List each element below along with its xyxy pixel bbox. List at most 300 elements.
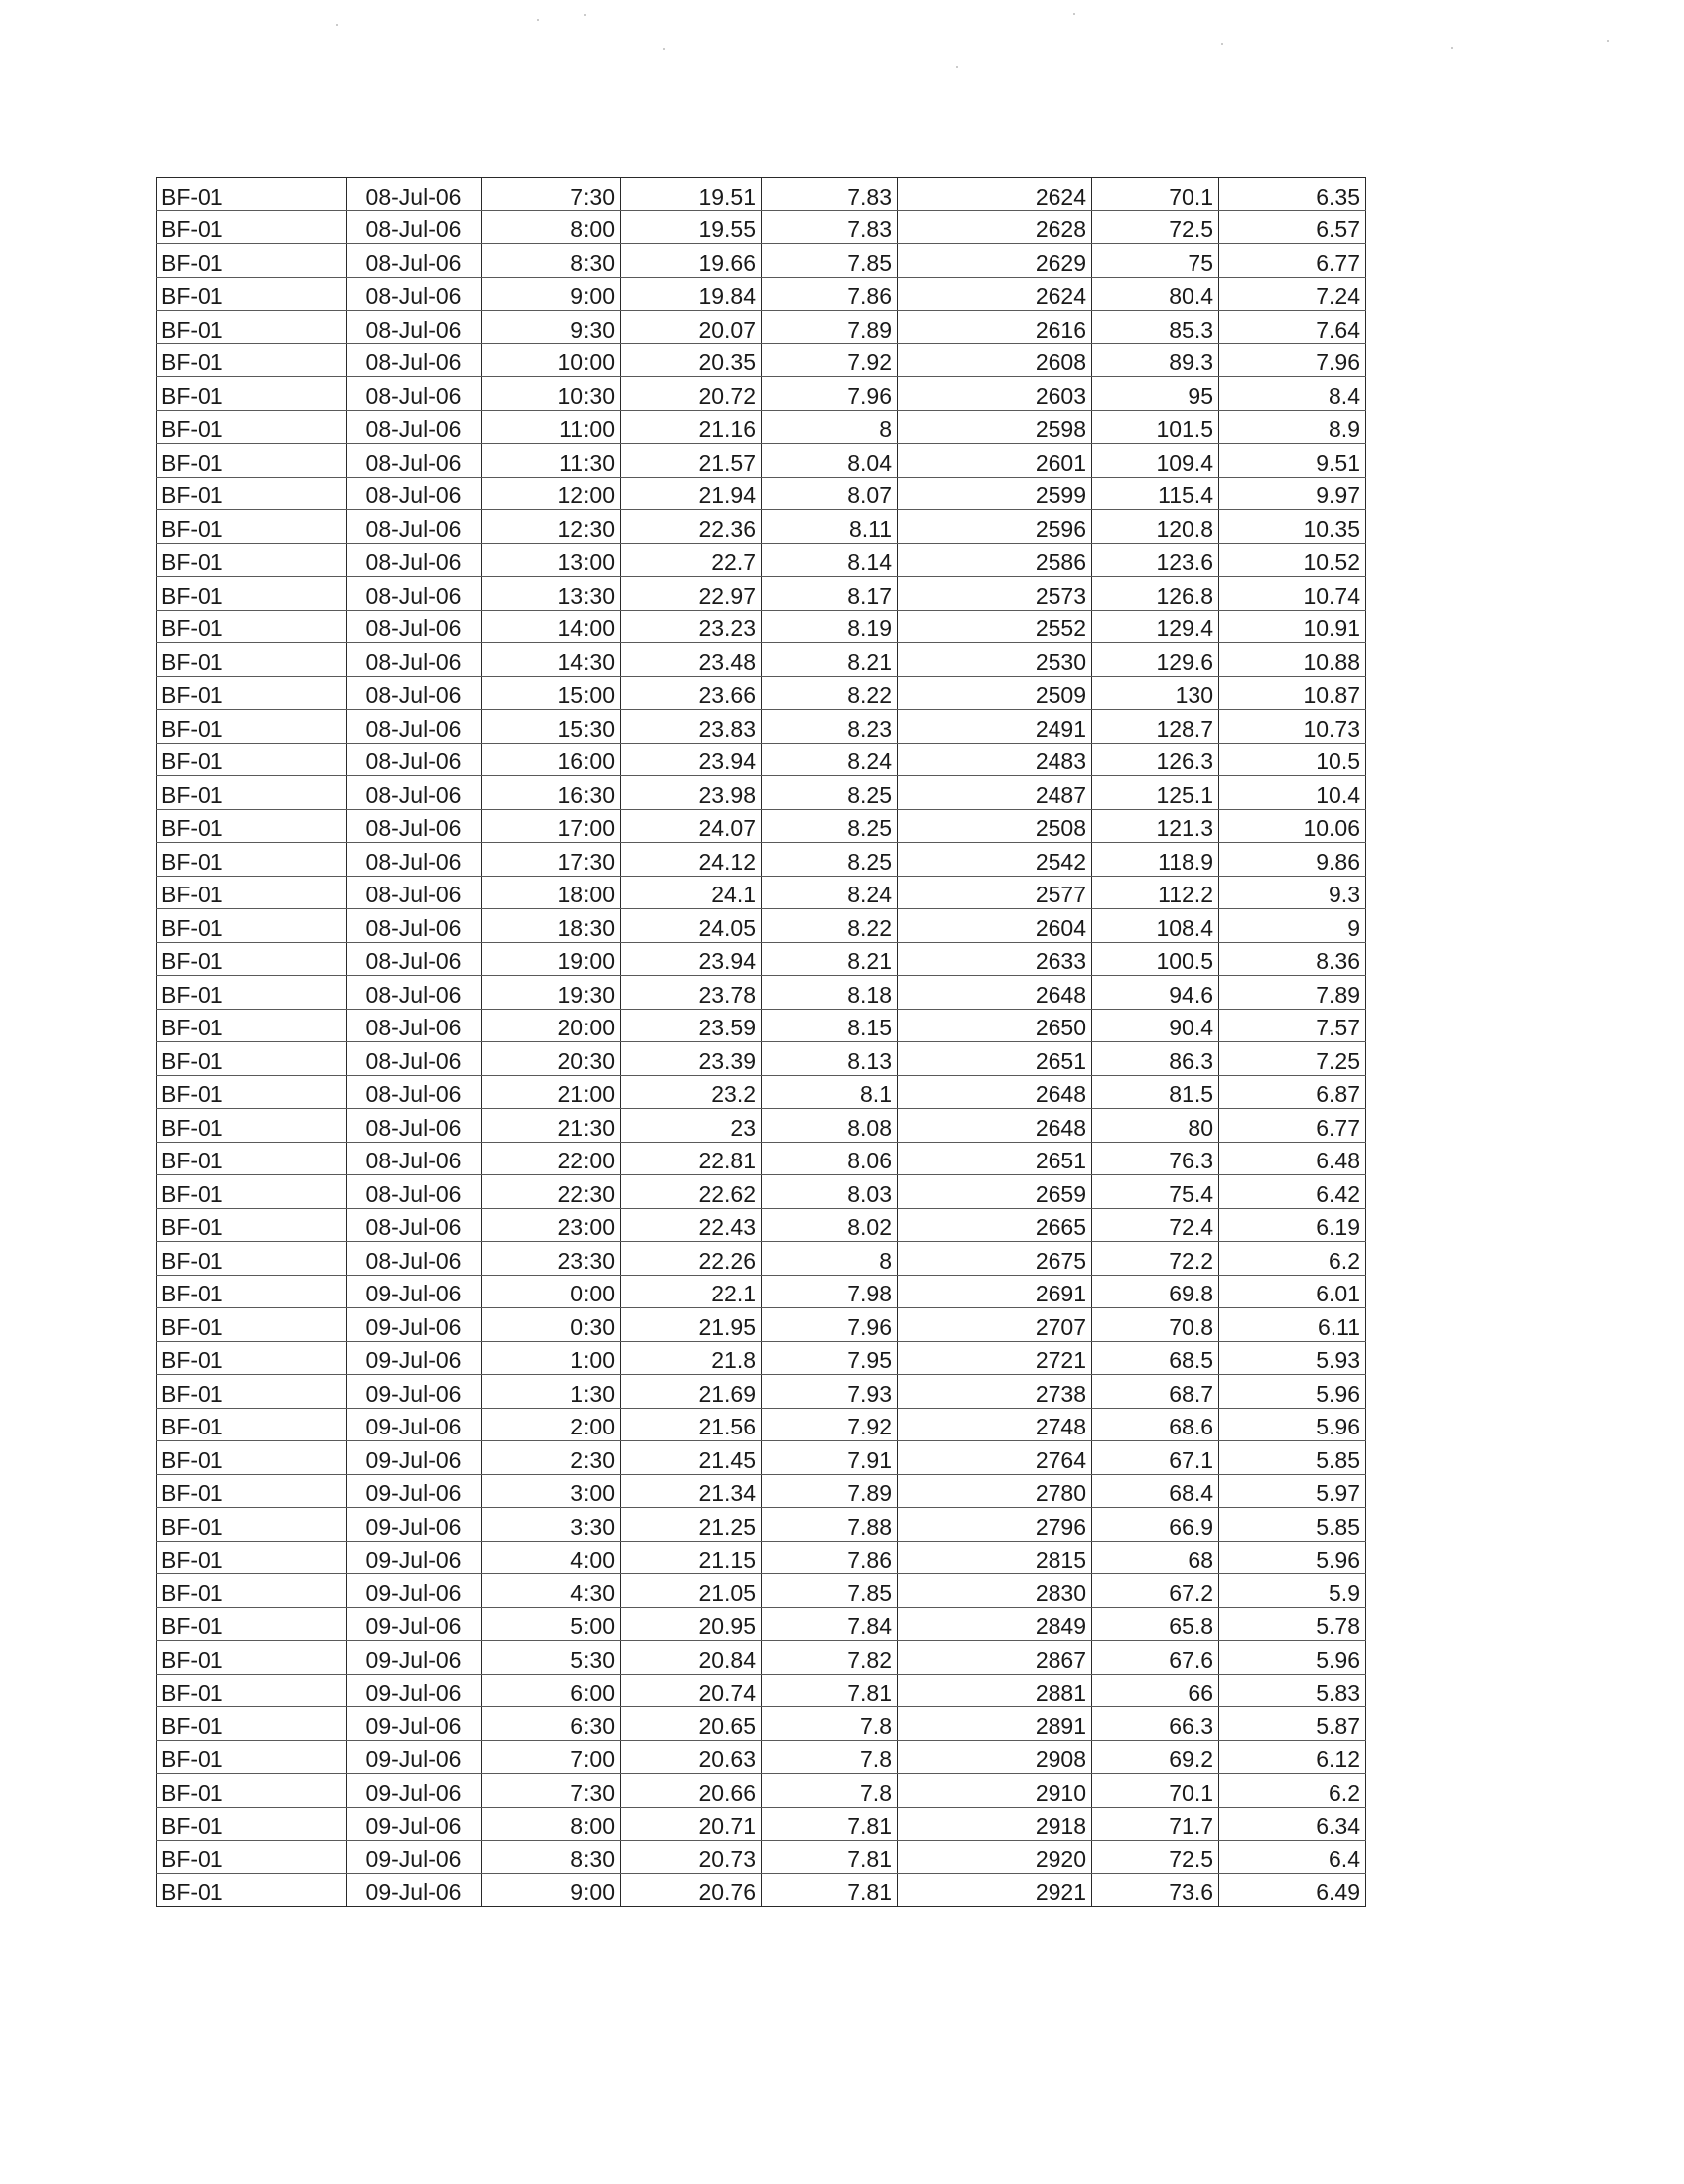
value-2-cell: 8.21 bbox=[762, 643, 898, 677]
value-1-cell: 20.07 bbox=[621, 311, 762, 344]
value-2-cell: 7.85 bbox=[762, 244, 898, 278]
date-cell: 08-Jul-06 bbox=[347, 643, 482, 677]
value-5-cell: 7.57 bbox=[1219, 1009, 1366, 1042]
value-3-cell: 2867 bbox=[898, 1641, 1092, 1675]
table-row bbox=[157, 1674, 1366, 1707]
value-1-cell: 21.45 bbox=[621, 1441, 762, 1475]
date-cell: 08-Jul-06 bbox=[347, 710, 482, 744]
value-3-cell: 2920 bbox=[898, 1841, 1092, 1874]
value-4-cell: 94.6 bbox=[1092, 976, 1219, 1010]
table-row bbox=[157, 710, 1366, 744]
value-2-cell: 8.23 bbox=[762, 710, 898, 744]
date-cell: 09-Jul-06 bbox=[347, 1674, 482, 1707]
value-4-cell: 66.9 bbox=[1092, 1508, 1219, 1542]
time-cell: 9:00 bbox=[482, 277, 621, 311]
site-id-cell: BF-01 bbox=[157, 1075, 347, 1109]
value-3-cell: 2491 bbox=[898, 710, 1092, 744]
site-id-cell: BF-01 bbox=[157, 843, 347, 877]
table-row bbox=[157, 1109, 1366, 1143]
value-2-cell: 8 bbox=[762, 1242, 898, 1276]
site-id-cell: BF-01 bbox=[157, 976, 347, 1010]
table-row bbox=[157, 1807, 1366, 1841]
value-4-cell: 80.4 bbox=[1092, 277, 1219, 311]
time-cell: 22:30 bbox=[482, 1175, 621, 1209]
time-cell: 10:30 bbox=[482, 377, 621, 411]
date-cell: 09-Jul-06 bbox=[347, 1707, 482, 1741]
table-row bbox=[157, 577, 1366, 611]
value-1-cell: 23.39 bbox=[621, 1042, 762, 1076]
time-cell: 7:30 bbox=[482, 178, 621, 211]
time-cell: 2:00 bbox=[482, 1408, 621, 1441]
date-cell: 08-Jul-06 bbox=[347, 178, 482, 211]
date-cell: 09-Jul-06 bbox=[347, 1807, 482, 1841]
value-1-cell: 19.51 bbox=[621, 178, 762, 211]
date-cell: 08-Jul-06 bbox=[347, 477, 482, 510]
site-id-cell: BF-01 bbox=[157, 942, 347, 976]
value-1-cell: 23.83 bbox=[621, 710, 762, 744]
value-3-cell: 2483 bbox=[898, 743, 1092, 776]
site-id-cell: BF-01 bbox=[157, 410, 347, 444]
value-1-cell: 23.23 bbox=[621, 610, 762, 643]
value-4-cell: 109.4 bbox=[1092, 444, 1219, 478]
time-cell: 1:00 bbox=[482, 1341, 621, 1375]
time-cell: 15:30 bbox=[482, 710, 621, 744]
value-5-cell: 10.88 bbox=[1219, 643, 1366, 677]
site-id-cell: BF-01 bbox=[157, 1674, 347, 1707]
value-1-cell: 19.55 bbox=[621, 210, 762, 244]
value-2-cell: 7.83 bbox=[762, 210, 898, 244]
site-id-cell: BF-01 bbox=[157, 1508, 347, 1542]
table-row bbox=[157, 909, 1366, 943]
value-2-cell: 8.19 bbox=[762, 610, 898, 643]
site-id-cell: BF-01 bbox=[157, 510, 347, 544]
value-5-cell: 7.24 bbox=[1219, 277, 1366, 311]
site-id-cell: BF-01 bbox=[157, 1275, 347, 1308]
value-5-cell: 9 bbox=[1219, 909, 1366, 943]
date-cell: 08-Jul-06 bbox=[347, 210, 482, 244]
value-1-cell: 23.2 bbox=[621, 1075, 762, 1109]
time-cell: 9:00 bbox=[482, 1873, 621, 1907]
value-5-cell: 7.89 bbox=[1219, 976, 1366, 1010]
value-1-cell: 23.98 bbox=[621, 776, 762, 810]
site-id-cell: BF-01 bbox=[157, 809, 347, 843]
time-cell: 7:00 bbox=[482, 1740, 621, 1774]
table-row bbox=[157, 676, 1366, 710]
date-cell: 08-Jul-06 bbox=[347, 1175, 482, 1209]
value-4-cell: 125.1 bbox=[1092, 776, 1219, 810]
table-row bbox=[157, 1208, 1366, 1242]
value-3-cell: 2650 bbox=[898, 1009, 1092, 1042]
table-row bbox=[157, 776, 1366, 810]
site-id-cell: BF-01 bbox=[157, 1641, 347, 1675]
table-row bbox=[157, 1408, 1366, 1441]
table-row bbox=[157, 643, 1366, 677]
value-4-cell: 67.6 bbox=[1092, 1641, 1219, 1675]
value-2-cell: 8.25 bbox=[762, 843, 898, 877]
date-cell: 08-Jul-06 bbox=[347, 444, 482, 478]
date-cell: 09-Jul-06 bbox=[347, 1341, 482, 1375]
site-id-cell: BF-01 bbox=[157, 1009, 347, 1042]
value-2-cell: 8.07 bbox=[762, 477, 898, 510]
time-cell: 5:00 bbox=[482, 1607, 621, 1641]
value-5-cell: 5.96 bbox=[1219, 1375, 1366, 1409]
time-cell: 4:00 bbox=[482, 1541, 621, 1574]
table-row bbox=[157, 809, 1366, 843]
value-4-cell: 69.8 bbox=[1092, 1275, 1219, 1308]
table-row bbox=[157, 1341, 1366, 1375]
site-id-cell: BF-01 bbox=[157, 1308, 347, 1342]
site-id-cell: BF-01 bbox=[157, 1408, 347, 1441]
date-cell: 09-Jul-06 bbox=[347, 1275, 482, 1308]
table-row bbox=[157, 1275, 1366, 1308]
value-1-cell: 21.16 bbox=[621, 410, 762, 444]
value-4-cell: 76.3 bbox=[1092, 1142, 1219, 1175]
table-row bbox=[157, 1441, 1366, 1475]
value-3-cell: 2675 bbox=[898, 1242, 1092, 1276]
value-5-cell: 6.11 bbox=[1219, 1308, 1366, 1342]
value-4-cell: 118.9 bbox=[1092, 843, 1219, 877]
value-2-cell: 7.82 bbox=[762, 1641, 898, 1675]
table-row bbox=[157, 843, 1366, 877]
time-cell: 12:30 bbox=[482, 510, 621, 544]
date-cell: 09-Jul-06 bbox=[347, 1408, 482, 1441]
value-5-cell: 5.85 bbox=[1219, 1508, 1366, 1542]
value-2-cell: 7.86 bbox=[762, 1541, 898, 1574]
value-5-cell: 6.12 bbox=[1219, 1740, 1366, 1774]
site-id-cell: BF-01 bbox=[157, 909, 347, 943]
value-1-cell: 21.94 bbox=[621, 477, 762, 510]
value-1-cell: 22.62 bbox=[621, 1175, 762, 1209]
table-row bbox=[157, 410, 1366, 444]
value-2-cell: 8.04 bbox=[762, 444, 898, 478]
time-cell: 8:00 bbox=[482, 1807, 621, 1841]
value-5-cell: 8.36 bbox=[1219, 942, 1366, 976]
value-1-cell: 19.84 bbox=[621, 277, 762, 311]
value-4-cell: 81.5 bbox=[1092, 1075, 1219, 1109]
date-cell: 08-Jul-06 bbox=[347, 510, 482, 544]
time-cell: 11:00 bbox=[482, 410, 621, 444]
value-4-cell: 129.6 bbox=[1092, 643, 1219, 677]
time-cell: 15:00 bbox=[482, 676, 621, 710]
value-1-cell: 20.74 bbox=[621, 1674, 762, 1707]
value-1-cell: 22.7 bbox=[621, 543, 762, 577]
value-1-cell: 20.73 bbox=[621, 1841, 762, 1874]
time-cell: 4:30 bbox=[482, 1574, 621, 1608]
value-2-cell: 8.18 bbox=[762, 976, 898, 1010]
date-cell: 09-Jul-06 bbox=[347, 1873, 482, 1907]
value-4-cell: 69.2 bbox=[1092, 1740, 1219, 1774]
value-5-cell: 6.77 bbox=[1219, 1109, 1366, 1143]
value-2-cell: 7.95 bbox=[762, 1341, 898, 1375]
value-1-cell: 20.84 bbox=[621, 1641, 762, 1675]
table-row bbox=[157, 1607, 1366, 1641]
site-id-cell: BF-01 bbox=[157, 1541, 347, 1574]
value-4-cell: 86.3 bbox=[1092, 1042, 1219, 1076]
date-cell: 08-Jul-06 bbox=[347, 244, 482, 278]
table-row bbox=[157, 1009, 1366, 1042]
site-id-cell: BF-01 bbox=[157, 1841, 347, 1874]
value-4-cell: 68 bbox=[1092, 1541, 1219, 1574]
time-cell: 0:30 bbox=[482, 1308, 621, 1342]
time-cell: 3:30 bbox=[482, 1508, 621, 1542]
table-row bbox=[157, 610, 1366, 643]
date-cell: 09-Jul-06 bbox=[347, 1508, 482, 1542]
value-4-cell: 66 bbox=[1092, 1674, 1219, 1707]
table-row bbox=[157, 1574, 1366, 1608]
value-2-cell: 7.98 bbox=[762, 1275, 898, 1308]
value-3-cell: 2648 bbox=[898, 1075, 1092, 1109]
value-5-cell: 5.96 bbox=[1219, 1541, 1366, 1574]
date-cell: 08-Jul-06 bbox=[347, 843, 482, 877]
value-4-cell: 66.3 bbox=[1092, 1707, 1219, 1741]
site-id-cell: BF-01 bbox=[157, 1873, 347, 1907]
value-5-cell: 5.83 bbox=[1219, 1674, 1366, 1707]
site-id-cell: BF-01 bbox=[157, 1242, 347, 1276]
value-3-cell: 2509 bbox=[898, 676, 1092, 710]
table-row bbox=[157, 1707, 1366, 1741]
value-3-cell: 2764 bbox=[898, 1441, 1092, 1475]
site-id-cell: BF-01 bbox=[157, 1574, 347, 1608]
value-2-cell: 8.08 bbox=[762, 1109, 898, 1143]
value-4-cell: 80 bbox=[1092, 1109, 1219, 1143]
time-cell: 8:30 bbox=[482, 1841, 621, 1874]
date-cell: 08-Jul-06 bbox=[347, 1208, 482, 1242]
value-2-cell: 7.8 bbox=[762, 1774, 898, 1808]
table-row bbox=[157, 876, 1366, 909]
value-3-cell: 2910 bbox=[898, 1774, 1092, 1808]
value-3-cell: 2586 bbox=[898, 543, 1092, 577]
value-4-cell: 68.6 bbox=[1092, 1408, 1219, 1441]
site-id-cell: BF-01 bbox=[157, 1142, 347, 1175]
value-3-cell: 2616 bbox=[898, 311, 1092, 344]
site-id-cell: BF-01 bbox=[157, 1607, 347, 1641]
value-2-cell: 8.24 bbox=[762, 876, 898, 909]
site-id-cell: BF-01 bbox=[157, 776, 347, 810]
value-1-cell: 20.65 bbox=[621, 1707, 762, 1741]
value-5-cell: 6.49 bbox=[1219, 1873, 1366, 1907]
table-row bbox=[157, 1740, 1366, 1774]
value-2-cell: 8.25 bbox=[762, 776, 898, 810]
value-5-cell: 10.5 bbox=[1219, 743, 1366, 776]
value-4-cell: 126.3 bbox=[1092, 743, 1219, 776]
value-2-cell: 8.1 bbox=[762, 1075, 898, 1109]
date-cell: 08-Jul-06 bbox=[347, 776, 482, 810]
time-cell: 8:30 bbox=[482, 244, 621, 278]
value-3-cell: 2552 bbox=[898, 610, 1092, 643]
table-row bbox=[157, 343, 1366, 377]
value-5-cell: 10.4 bbox=[1219, 776, 1366, 810]
site-id-cell: BF-01 bbox=[157, 1375, 347, 1409]
value-2-cell: 8.22 bbox=[762, 676, 898, 710]
value-3-cell: 2815 bbox=[898, 1541, 1092, 1574]
value-5-cell: 10.06 bbox=[1219, 809, 1366, 843]
value-5-cell: 7.64 bbox=[1219, 311, 1366, 344]
value-2-cell: 8.25 bbox=[762, 809, 898, 843]
time-cell: 20:30 bbox=[482, 1042, 621, 1076]
value-3-cell: 2651 bbox=[898, 1142, 1092, 1175]
site-id-cell: BF-01 bbox=[157, 610, 347, 643]
value-4-cell: 121.3 bbox=[1092, 809, 1219, 843]
value-3-cell: 2624 bbox=[898, 277, 1092, 311]
table-row bbox=[157, 1308, 1366, 1342]
value-1-cell: 22.1 bbox=[621, 1275, 762, 1308]
value-3-cell: 2633 bbox=[898, 942, 1092, 976]
time-cell: 12:00 bbox=[482, 477, 621, 510]
value-5-cell: 5.87 bbox=[1219, 1707, 1366, 1741]
date-cell: 09-Jul-06 bbox=[347, 1541, 482, 1574]
date-cell: 08-Jul-06 bbox=[347, 1242, 482, 1276]
table-row bbox=[157, 1641, 1366, 1675]
value-5-cell: 5.93 bbox=[1219, 1341, 1366, 1375]
site-id-cell: BF-01 bbox=[157, 210, 347, 244]
date-cell: 08-Jul-06 bbox=[347, 343, 482, 377]
site-id-cell: BF-01 bbox=[157, 1807, 347, 1841]
date-cell: 08-Jul-06 bbox=[347, 577, 482, 611]
value-5-cell: 10.35 bbox=[1219, 510, 1366, 544]
value-3-cell: 2921 bbox=[898, 1873, 1092, 1907]
time-cell: 10:00 bbox=[482, 343, 621, 377]
value-4-cell: 65.8 bbox=[1092, 1607, 1219, 1641]
value-1-cell: 20.63 bbox=[621, 1740, 762, 1774]
value-2-cell: 8.11 bbox=[762, 510, 898, 544]
value-5-cell: 6.2 bbox=[1219, 1242, 1366, 1276]
value-2-cell: 8.06 bbox=[762, 1142, 898, 1175]
time-cell: 6:00 bbox=[482, 1674, 621, 1707]
value-2-cell: 8.17 bbox=[762, 577, 898, 611]
date-cell: 08-Jul-06 bbox=[347, 610, 482, 643]
table-row bbox=[157, 942, 1366, 976]
time-cell: 5:30 bbox=[482, 1641, 621, 1675]
table-row bbox=[157, 543, 1366, 577]
value-5-cell: 10.87 bbox=[1219, 676, 1366, 710]
value-5-cell: 8.4 bbox=[1219, 377, 1366, 411]
table-row bbox=[157, 1142, 1366, 1175]
value-1-cell: 23 bbox=[621, 1109, 762, 1143]
time-cell: 23:00 bbox=[482, 1208, 621, 1242]
table-row bbox=[157, 1841, 1366, 1874]
value-1-cell: 21.34 bbox=[621, 1474, 762, 1508]
site-id-cell: BF-01 bbox=[157, 1774, 347, 1808]
value-4-cell: 85.3 bbox=[1092, 311, 1219, 344]
value-5-cell: 6.35 bbox=[1219, 178, 1366, 211]
time-cell: 6:30 bbox=[482, 1707, 621, 1741]
table-row bbox=[157, 1042, 1366, 1076]
time-cell: 23:30 bbox=[482, 1242, 621, 1276]
table-row bbox=[157, 1774, 1366, 1808]
table-row bbox=[157, 244, 1366, 278]
time-cell: 21:30 bbox=[482, 1109, 621, 1143]
date-cell: 09-Jul-06 bbox=[347, 1308, 482, 1342]
table-row bbox=[157, 1075, 1366, 1109]
date-cell: 08-Jul-06 bbox=[347, 809, 482, 843]
value-1-cell: 23.94 bbox=[621, 942, 762, 976]
value-4-cell: 126.8 bbox=[1092, 577, 1219, 611]
value-1-cell: 24.12 bbox=[621, 843, 762, 877]
value-1-cell: 23.94 bbox=[621, 743, 762, 776]
value-1-cell: 21.25 bbox=[621, 1508, 762, 1542]
table-row bbox=[157, 743, 1366, 776]
date-cell: 09-Jul-06 bbox=[347, 1740, 482, 1774]
time-cell: 1:30 bbox=[482, 1375, 621, 1409]
data-table bbox=[156, 177, 1366, 1907]
site-id-cell: BF-01 bbox=[157, 1208, 347, 1242]
value-5-cell: 6.48 bbox=[1219, 1142, 1366, 1175]
date-cell: 09-Jul-06 bbox=[347, 1375, 482, 1409]
value-1-cell: 20.72 bbox=[621, 377, 762, 411]
value-4-cell: 115.4 bbox=[1092, 477, 1219, 510]
value-2-cell: 8.22 bbox=[762, 909, 898, 943]
value-1-cell: 21.15 bbox=[621, 1541, 762, 1574]
time-cell: 14:00 bbox=[482, 610, 621, 643]
value-5-cell: 9.51 bbox=[1219, 444, 1366, 478]
value-3-cell: 2508 bbox=[898, 809, 1092, 843]
table-row bbox=[157, 1541, 1366, 1574]
value-4-cell: 70.8 bbox=[1092, 1308, 1219, 1342]
time-cell: 0:00 bbox=[482, 1275, 621, 1308]
date-cell: 09-Jul-06 bbox=[347, 1574, 482, 1608]
time-cell: 7:30 bbox=[482, 1774, 621, 1808]
value-1-cell: 21.69 bbox=[621, 1375, 762, 1409]
date-cell: 08-Jul-06 bbox=[347, 1042, 482, 1076]
value-3-cell: 2881 bbox=[898, 1674, 1092, 1707]
value-1-cell: 22.81 bbox=[621, 1142, 762, 1175]
table-row bbox=[157, 510, 1366, 544]
value-3-cell: 2721 bbox=[898, 1341, 1092, 1375]
date-cell: 08-Jul-06 bbox=[347, 377, 482, 411]
table-row bbox=[157, 976, 1366, 1010]
table-row bbox=[157, 377, 1366, 411]
value-2-cell: 7.8 bbox=[762, 1740, 898, 1774]
value-3-cell: 2796 bbox=[898, 1508, 1092, 1542]
value-1-cell: 20.95 bbox=[621, 1607, 762, 1641]
table-row bbox=[157, 1508, 1366, 1542]
table-row bbox=[157, 210, 1366, 244]
date-cell: 09-Jul-06 bbox=[347, 1474, 482, 1508]
value-5-cell: 6.42 bbox=[1219, 1175, 1366, 1209]
value-1-cell: 23.78 bbox=[621, 976, 762, 1010]
value-4-cell: 72.2 bbox=[1092, 1242, 1219, 1276]
value-2-cell: 8.21 bbox=[762, 942, 898, 976]
value-3-cell: 2659 bbox=[898, 1175, 1092, 1209]
value-1-cell: 24.1 bbox=[621, 876, 762, 909]
value-3-cell: 2780 bbox=[898, 1474, 1092, 1508]
value-5-cell: 6.19 bbox=[1219, 1208, 1366, 1242]
site-id-cell: BF-01 bbox=[157, 477, 347, 510]
site-id-cell: BF-01 bbox=[157, 1707, 347, 1741]
table-row bbox=[157, 178, 1366, 211]
time-cell: 14:30 bbox=[482, 643, 621, 677]
table-row bbox=[157, 1474, 1366, 1508]
value-2-cell: 8.02 bbox=[762, 1208, 898, 1242]
value-2-cell: 7.81 bbox=[762, 1841, 898, 1874]
date-cell: 08-Jul-06 bbox=[347, 311, 482, 344]
table-row bbox=[157, 444, 1366, 478]
site-id-cell: BF-01 bbox=[157, 1474, 347, 1508]
value-3-cell: 2629 bbox=[898, 244, 1092, 278]
value-5-cell: 10.91 bbox=[1219, 610, 1366, 643]
value-3-cell: 2891 bbox=[898, 1707, 1092, 1741]
value-3-cell: 2596 bbox=[898, 510, 1092, 544]
value-2-cell: 7.91 bbox=[762, 1441, 898, 1475]
value-4-cell: 129.4 bbox=[1092, 610, 1219, 643]
value-5-cell: 8.9 bbox=[1219, 410, 1366, 444]
table-row bbox=[157, 1242, 1366, 1276]
value-3-cell: 2598 bbox=[898, 410, 1092, 444]
value-1-cell: 21.95 bbox=[621, 1308, 762, 1342]
value-5-cell: 6.57 bbox=[1219, 210, 1366, 244]
value-3-cell: 2849 bbox=[898, 1607, 1092, 1641]
value-3-cell: 2628 bbox=[898, 210, 1092, 244]
